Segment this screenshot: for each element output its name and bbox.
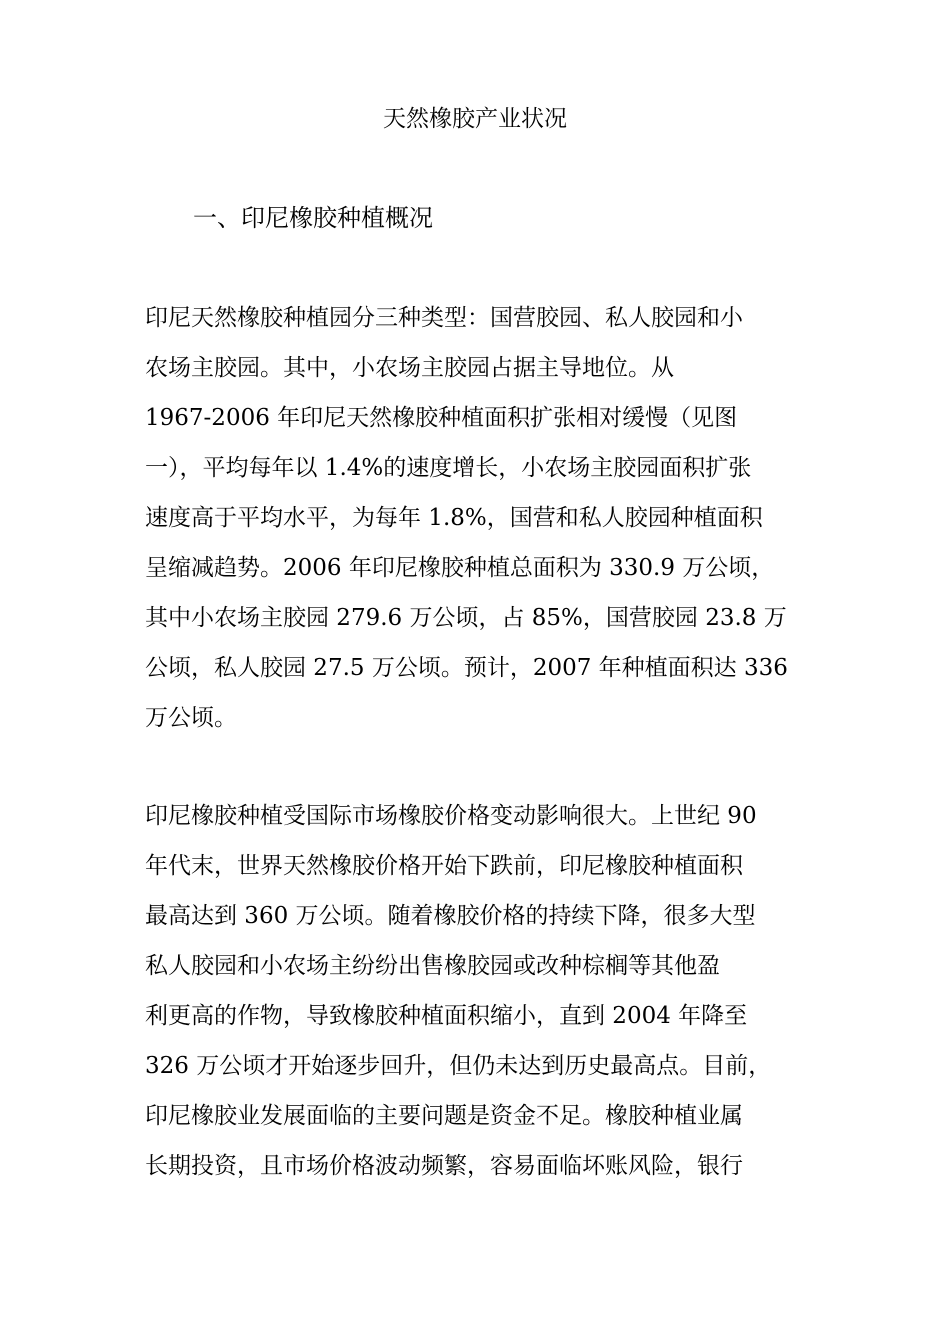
paragraph-line: 公顷，私人胶园 27.5 万公顷。预计，2007 年种植面积达 336 bbox=[145, 655, 788, 681]
paragraph-line: 利更高的作物，导致橡胶种植面积缩小，直到 2004 年降至 bbox=[145, 1003, 748, 1029]
paragraph-line: 印尼天然橡胶种植园分三种类型：国营胶园、私人胶园和小 bbox=[145, 305, 743, 331]
paragraph-line: 其中小农场主胶园 279.6 万公顷，占 85%，国营胶园 23.8 万 bbox=[145, 605, 787, 631]
page-title: 天然橡胶产业状况 bbox=[383, 106, 567, 132]
paragraph-line: 1967-2006 年印尼天然橡胶种植面积扩张相对缓慢（见图 bbox=[145, 405, 738, 431]
paragraph-line: 印尼橡胶种植受国际市场橡胶价格变动影响很大。上世纪 90 bbox=[145, 803, 757, 829]
paragraph-line: 速度高于平均水平，为每年 1.8%，国营和私人胶园种植面积 bbox=[145, 505, 763, 531]
paragraph-line: 一），平均每年以 1.4%的速度增长，小农场主胶园面积扩张 bbox=[145, 455, 752, 481]
paragraph-2 bbox=[145, 791, 815, 1191]
paragraph-line: 私人胶园和小农场主纷纷出售橡胶园或改种棕榈等其他盈 bbox=[145, 953, 720, 979]
paragraph-line: 年代末，世界天然橡胶价格开始下跌前，印尼橡胶种植面积 bbox=[145, 853, 743, 879]
paragraph-line: 长期投资，且市场价格波动频繁，容易面临坏账风险，银行 bbox=[145, 1153, 743, 1179]
paragraph-1 bbox=[145, 293, 815, 743]
paragraph-line: 呈缩减趋势。2006 年印尼橡胶种植总面积为 330.9 万公顷， bbox=[145, 555, 775, 581]
paragraph-line: 326 万公顷才开始逐步回升，但仍未达到历史最高点。目前， bbox=[145, 1053, 772, 1079]
paragraph-line: 印尼橡胶业发展面临的主要问题是资金不足。橡胶种植业属 bbox=[145, 1103, 743, 1129]
section-heading: 一、印尼橡胶种植概况 bbox=[193, 204, 433, 232]
paragraph-line: 最高达到 360 万公顷。随着橡胶价格的持续下降，很多大型 bbox=[145, 903, 756, 929]
paragraph-line: 农场主胶园。其中，小农场主胶园占据主导地位。从 bbox=[145, 355, 674, 381]
paragraph-line: 万公顷。 bbox=[145, 705, 237, 731]
